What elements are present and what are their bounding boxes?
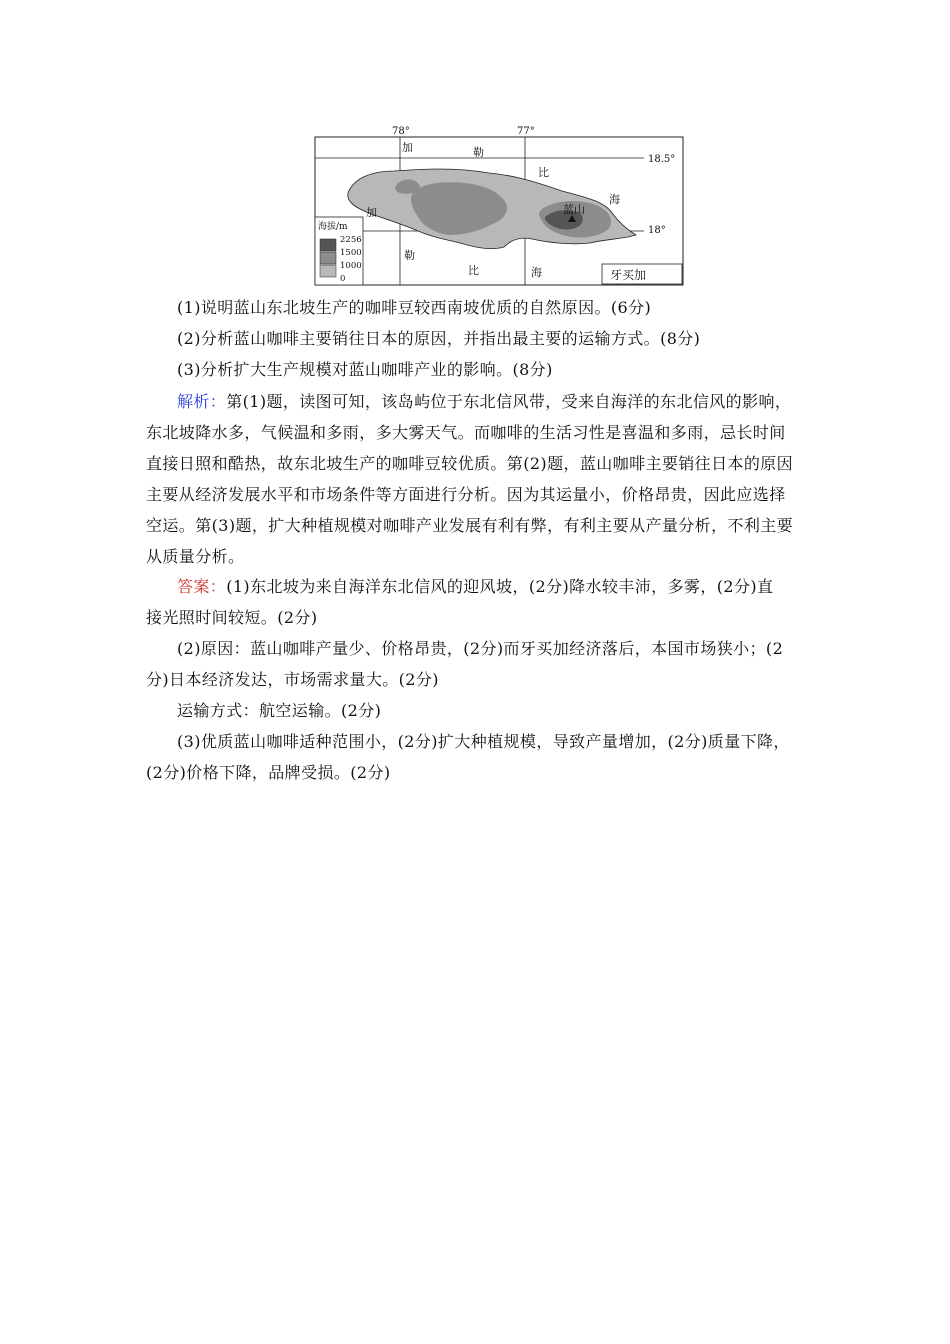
answer-line-1 [146, 571, 818, 602]
country-label: 牙买加 [610, 268, 647, 282]
answer-line-6: (3)优质蓝山咖啡适种范围小，(2分)扩大种植规模，导致产量增加，(2分)质量下降， [177, 732, 790, 751]
sea-char-top-2: 勒 [473, 146, 484, 159]
analysis-line-6: 从质量分析。 [146, 547, 245, 566]
peak-label: 蓝山 [563, 203, 585, 216]
answer-line-4: 分)日本经济发达，市场需求量大。(2分) [146, 670, 439, 689]
sea-char-top-3: 比 [538, 166, 549, 179]
legend-swatch-mid [320, 252, 336, 264]
legend-value-4: 0 [340, 274, 346, 284]
legend-title: 海拔/m [318, 222, 348, 232]
answer-line-3: (2)原因：蓝山咖啡产量少、价格昂贵，(2分)而牙买加经济落后，本国市场狭小；(2 [177, 639, 784, 658]
answer-line-2: 接光照时间较短。(2分) [146, 608, 318, 627]
sea-char-top-1: 加 [402, 141, 413, 154]
sea-char-top-4: 海 [609, 193, 620, 206]
lat-label-top: 18.5° [648, 154, 676, 165]
sea-char-bottom-3: 比 [468, 264, 479, 277]
question-2: (2)分析蓝山咖啡主要销往日本的原因，并指出最主要的运输方式。(8分) [177, 329, 701, 348]
analysis-line-2: 东北坡降水多，气候温和多雨，多大雾天气。而咖啡的生活习性是喜温和多雨，忌长时间 [146, 423, 786, 442]
question-1: (1)说明蓝山东北坡生产的咖啡豆较西南坡优质的自然原因。(6分) [177, 298, 652, 317]
lon-label-right: 77° [517, 126, 535, 137]
sea-char-bottom-2: 勒 [404, 249, 415, 262]
analysis-line-5: 空运。第(3)题，扩大种植规模对咖啡产业发展有利有弊，有利主要从产量分析，不利主要 [146, 516, 794, 535]
question-3: (3)分析扩大生产规模对蓝山咖啡产业的影响。(8分) [177, 360, 553, 379]
legend-value-1: 2256 [340, 235, 362, 245]
sea-char-bottom-1: 加 [366, 206, 377, 219]
analysis-line-1 [146, 386, 818, 417]
analysis-line-3: 直接日照和酷热，故东北坡生产的咖啡豆较优质。第(2)题，蓝山咖啡主要销往日本的原因 [146, 454, 794, 473]
answer-line-7: (2分)价格下降，品牌受损。(2分) [146, 763, 391, 782]
jamaica-map [314, 121, 686, 287]
legend-value-3: 1000 [340, 261, 362, 271]
lon-label-left: 78° [392, 126, 410, 137]
answer-label: 答案： [177, 577, 227, 596]
answer-line-5: 运输方式：航空运输。(2分) [177, 701, 382, 720]
legend-swatch-low [320, 265, 336, 277]
sea-char-bottom-4: 海 [531, 266, 542, 279]
answer-text-1: (1)东北坡为来自海洋东北信风的迎风坡，(2分)降水较丰沛，多雾，(2分)直 [226, 577, 774, 596]
jamaica-map-figure [314, 121, 686, 287]
analysis-line-4: 主要从经济发展水平和市场条件等方面进行分析。因为其运量小，价格昂贵，因此应选择 [146, 485, 786, 504]
legend-value-2: 1500 [340, 248, 362, 258]
lat-label-bottom: 18° [648, 225, 666, 236]
analysis-text-1: 第(1)题，读图可知，该岛屿位于东北信风带，受来自海洋的东北信风的影响， [226, 392, 792, 411]
analysis-label: 解析： [177, 392, 227, 411]
legend-swatch-high [320, 239, 336, 251]
